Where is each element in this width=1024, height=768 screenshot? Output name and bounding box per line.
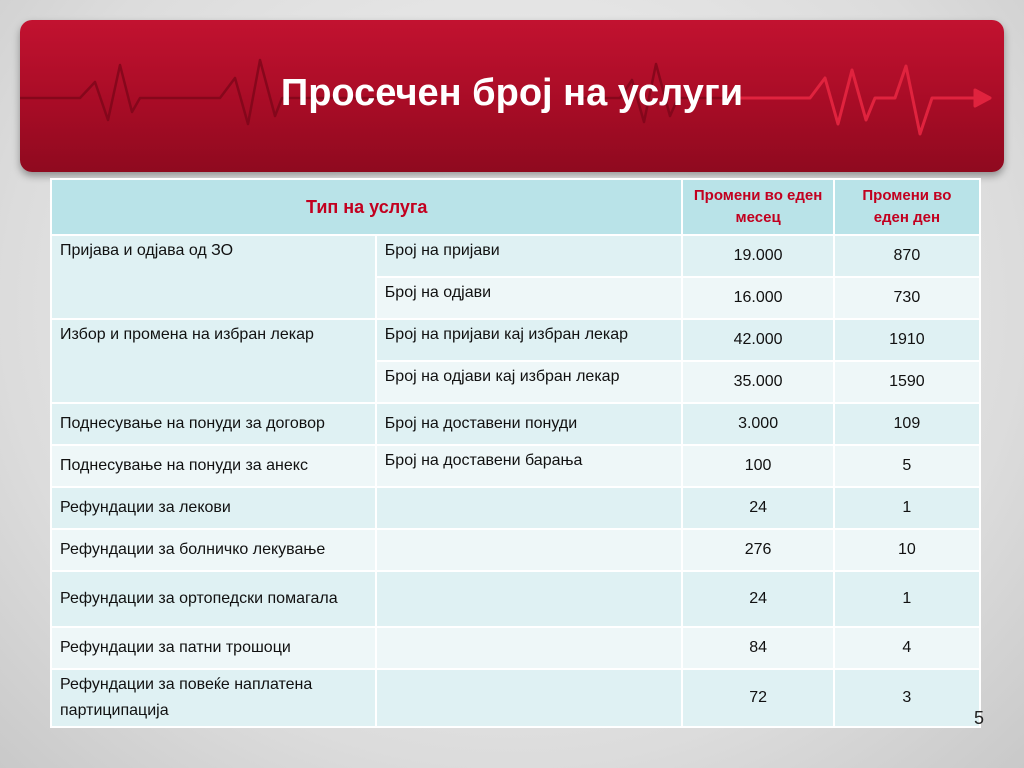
row-subtype: Број на доставени барања (377, 446, 682, 486)
row-category: Поднесување на понуди за договор (52, 404, 375, 444)
row-subtype (377, 488, 682, 528)
row-daily-value: 4 (835, 628, 979, 668)
row-subtype: Број на одјави кај избран лекар (377, 362, 682, 402)
table-row (52, 446, 979, 486)
row-monthly-value: 16.000 (683, 278, 832, 318)
row-subtype: Број на одјави (377, 278, 682, 318)
row-daily-value: 1 (835, 572, 979, 626)
row-daily-value: 5 (835, 446, 979, 486)
row-daily-value: 870 (835, 236, 979, 276)
slide-title: Просечен број на услуги (280, 72, 744, 114)
row-monthly-value: 42.000 (683, 320, 832, 360)
row-monthly-value: 19.000 (683, 236, 832, 276)
table-row (52, 488, 979, 528)
row-subtype: Број на доставени понуди (377, 404, 682, 444)
page-number: 5 (974, 708, 985, 728)
row-subtype (377, 530, 682, 570)
row-category: Пријава и одјава од ЗО (52, 236, 375, 318)
row-daily-value: 3 (835, 670, 979, 726)
row-subtype (377, 572, 682, 626)
row-monthly-value: 35.000 (683, 362, 832, 402)
row-category: Поднесување на понуди за анекс (52, 446, 375, 486)
table-header-row (52, 180, 979, 234)
row-daily-value: 1910 (835, 320, 979, 360)
row-daily-value: 109 (835, 404, 979, 444)
row-daily-value: 1590 (835, 362, 979, 402)
row-daily-value: 1 (835, 488, 979, 528)
row-subtype: Број на пријави кај избран лекар (377, 320, 682, 360)
table-row (52, 236, 979, 276)
table-row (52, 572, 979, 626)
row-subtype: Број на пријави (377, 236, 682, 276)
row-monthly-value: 24 (683, 488, 832, 528)
row-category: Рефундации за болничко лекување (52, 530, 375, 570)
row-category: Рефундации за патни трошоци (52, 628, 375, 668)
table-row (52, 320, 979, 360)
row-category: Рефундации за ортопедски помагала (52, 572, 375, 626)
header-daily-changes: Промени во еден ден (835, 180, 979, 234)
row-monthly-value: 276 (683, 530, 832, 570)
table-row (52, 670, 979, 726)
services-table (50, 178, 981, 728)
table-row (52, 530, 979, 570)
row-monthly-value: 100 (683, 446, 832, 486)
row-daily-value: 730 (835, 278, 979, 318)
row-daily-value: 10 (835, 530, 979, 570)
row-category: Рефундации за повеќе наплатена партиципација (52, 670, 375, 726)
row-monthly-value: 3.000 (683, 404, 832, 444)
row-monthly-value: 24 (683, 572, 832, 626)
header-monthly-changes: Промени во еден месец (683, 180, 832, 234)
row-monthly-value: 84 (683, 628, 832, 668)
row-category: Избор и промена на избран лекар (52, 320, 375, 402)
table-row (52, 628, 979, 668)
row-subtype (377, 628, 682, 668)
header-service-type: Тип на услуга (52, 180, 681, 234)
row-category: Рефундации за лекови (52, 488, 375, 528)
table-row (52, 404, 979, 444)
row-monthly-value: 72 (683, 670, 832, 726)
row-subtype (377, 670, 682, 726)
